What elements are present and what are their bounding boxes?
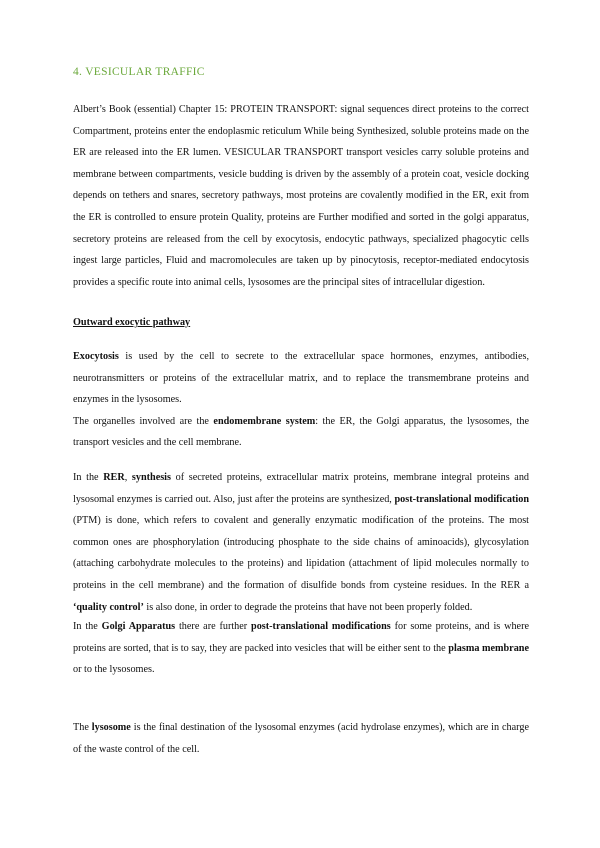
text: In the — [73, 621, 102, 632]
term-plasma-membrane: plasma membrane — [448, 642, 529, 654]
exocytosis-paragraph — [73, 346, 529, 411]
text: : the ER, the Golgi apparatus, the lysosomes, the transport vesicles and the cell membrane. — [73, 415, 529, 449]
text: , — [124, 472, 132, 483]
term-rer: RER — [103, 472, 125, 483]
intro-paragraph: Albert’s Book (essential) Chapter 15: PROTEIN TRANSPORT: signal sequences direct proteins to the correct Compartment, proteins enter the endoplasmic reticulum While being Synthesized, soluble proteins made on the ER are released into the ER lumen. VESICULAR TRANSPORT transport vesicles carry soluble proteins and membrane between compartments, vesicle budding is driven by the assembly of a protein coat, vesicle docking depends on tethers and snares, secretory pathways, most proteins are covalently modified in the ER, exit from the ER is controlled to ensure protein Quality, proteins are Further modified and sorted in the golgi apparatus, secretory proteins are released from the cell by exocytosis, endocytic pathways, specialized phagocytic cells ingest large particles, Fluid and macromolecules are taken up by pinocytosis, receptor-mediated endocytosis provides a specific route into animal cells, lysosomes are the principal sites of intracellular digestion. — [73, 104, 529, 288]
text: or to the lysosomes. — [73, 664, 155, 676]
term-lysosome: lysosome — [91, 722, 131, 733]
term-endomembrane-system: endomembrane system — [213, 415, 316, 427]
text: (PTM) is done, which refers to covalent and generally enzymatic modification of the proteins. The most common ones are phosphorylation (introducing phosphate to the side chains of aminoacids), glycosylation (attaching carbohydrate molecules to the proteins) and lipidation (attachment of lipid molecules normally to proteins in the cell membrane) and the formation of disulfide bonds from cysteine residues. In the RER a — [73, 515, 529, 591]
text: The organelles involved are the — [73, 415, 214, 427]
section-heading: 4. VESICULAR TRAFFIC — [73, 66, 205, 78]
text: of secreted proteins, extracellular matrix proteins, membrane integral proteins and lysosomal enzymes is carried out. Also, just after the proteins are synthesized, — [73, 472, 530, 505]
term-post-translational-modification: post-translational modification — [394, 493, 529, 505]
text: for some proteins, and is where proteins are sorted, that is to say, they are packed into vesicles that will be either sent to the — [73, 621, 529, 654]
term-synthesis: synthesis — [131, 472, 171, 483]
text: is the final destination of the lysosomal enzymes (acid hydrolase enzymes), which are in charge of the waste control of the cell. — [73, 722, 529, 755]
organelles-paragraph — [73, 411, 529, 454]
text: there are further — [175, 621, 252, 632]
exocytosis-block — [73, 346, 529, 454]
rer-paragraph — [73, 467, 529, 618]
lysosome-paragraph — [73, 717, 529, 760]
term-quality-control: ‘quality control’ — [73, 601, 144, 613]
text: The — [73, 722, 92, 733]
term-post-translational-modifications: post-translational modifications — [251, 621, 391, 632]
term-golgi-apparatus: Golgi Apparatus — [101, 621, 176, 632]
text: is also done, in order to degrade the proteins that have not been properly folded. — [143, 601, 473, 613]
term-exocytosis: Exocytosis — [73, 351, 119, 362]
subheading-outward-exocytic-pathway: Outward exocytic pathway — [73, 317, 191, 328]
golgi-paragraph — [73, 616, 529, 681]
text: is used by the cell to secrete to the extracellular space hormones, enzymes, antibodies, neurotransmitters or proteins of the extracellular matrix, and to replace the transmembrane proteins and enzymes in the lysosomes. — [73, 351, 529, 406]
text: In the — [73, 472, 104, 483]
